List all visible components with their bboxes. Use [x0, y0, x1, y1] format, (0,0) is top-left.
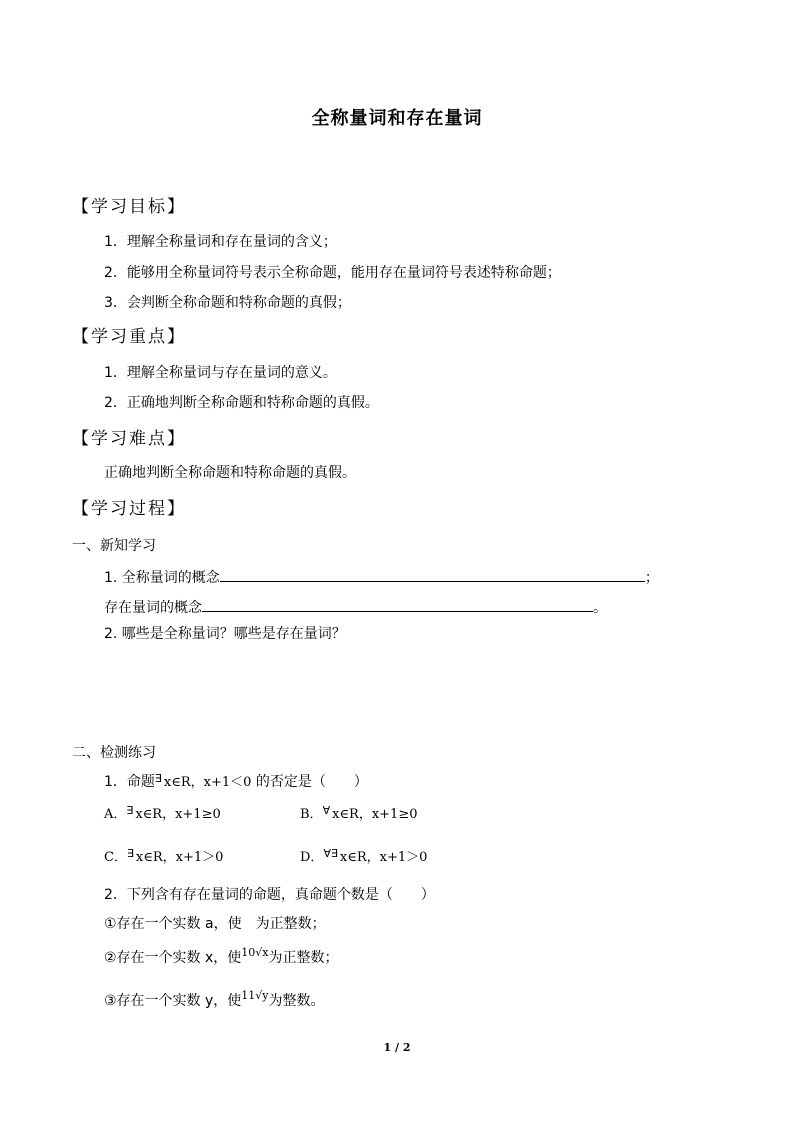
option-label: A．: [104, 807, 127, 822]
option-expression: x∈R，x+1≥0: [332, 807, 418, 822]
q2-item-3: [104, 989, 325, 1011]
q1-suffix: 的否定是（ ）: [251, 774, 368, 790]
sqrt-expression: 11√y: [241, 989, 269, 1002]
objective-item: 1．理解全称量词和存在量词的含义；: [104, 234, 337, 250]
objectives-heading: 【学习目标】: [72, 197, 186, 217]
item-prefix: ②存在一个实数 x，使: [104, 950, 242, 966]
objective-item: 2．能够用全称量词符号表示全称命题，能用存在量词符号表述特称命题；: [104, 265, 561, 281]
difficulties-heading: 【学习难点】: [72, 429, 186, 449]
key-point-item: 2．正确地判断全称命题和特称命题的真假。: [104, 395, 379, 411]
option-label: C．: [104, 850, 127, 865]
item-suffix: 为正整数；: [241, 916, 326, 932]
item-suffix: 为正整数；: [268, 950, 339, 966]
q1-prefix: 1．命题: [104, 774, 155, 790]
concept-universal-row: [104, 567, 659, 587]
option-label: B．: [300, 807, 323, 822]
objective-item: 3．会判断全称命题和特称命题的真假；: [104, 295, 351, 311]
process-heading: 【学习过程】: [72, 499, 186, 519]
page-indicator: 1 / 2: [383, 1041, 411, 1054]
option-a[interactable]: [104, 805, 221, 824]
q2-item-2: [104, 946, 339, 968]
practice-q1-stem: [104, 773, 368, 792]
forall-exists-icon: ∀∃: [323, 847, 338, 860]
difficulties-text: 正确地判断全称命题和特称命题的真假。: [104, 465, 356, 481]
concept-universal-label: 1. 全称量词的概念: [104, 570, 220, 586]
forall-icon: ∀: [322, 804, 331, 817]
item-prefix: ①存在一个实数 a，使: [104, 916, 242, 932]
punct: ；: [644, 570, 659, 586]
option-label: D．: [300, 850, 324, 865]
concept-universal-blank[interactable]: [220, 567, 645, 582]
q1-expression: x∈R，x+1＜0: [163, 775, 252, 790]
option-expression: x∈R，x+1＞0: [135, 850, 224, 865]
key-point-item: 1．理解全称量词与存在量词的意义。: [104, 365, 337, 381]
item-prefix: ③存在一个实数 y，使: [104, 993, 242, 1009]
key-points-heading: 【学习重点】: [72, 327, 186, 347]
punct: 。: [593, 600, 607, 616]
exists-icon: ∃: [154, 772, 162, 785]
option-d[interactable]: [300, 848, 427, 867]
option-expression: x∈R，x+1＞0: [339, 850, 428, 865]
option-b[interactable]: [300, 805, 418, 824]
option-c[interactable]: [104, 848, 223, 867]
practice-q2-stem: 2．下列含有存在量词的命题，真命题个数是（ ）: [104, 887, 435, 903]
concept-existential-blank[interactable]: [202, 597, 593, 612]
option-expression: x∈R，x+1≥0: [135, 807, 221, 822]
question-quantifiers: 2. 哪些是全称量词？哪些是存在量词？: [104, 626, 346, 642]
practice-heading: 二、检测练习: [72, 745, 156, 761]
sqrt-expression: 10√x: [241, 946, 269, 959]
concept-existential-label: 存在量词的概念: [104, 600, 202, 616]
document-title: 全称量词和存在量词: [311, 108, 483, 129]
exists-icon: ∃: [126, 804, 134, 817]
q2-item-1: [104, 915, 326, 933]
item-suffix: 为整数。: [268, 993, 325, 1009]
exists-icon: ∃: [126, 847, 134, 860]
concept-existential-row: [104, 597, 607, 617]
new-knowledge-heading: 一、新知学习: [72, 538, 156, 554]
